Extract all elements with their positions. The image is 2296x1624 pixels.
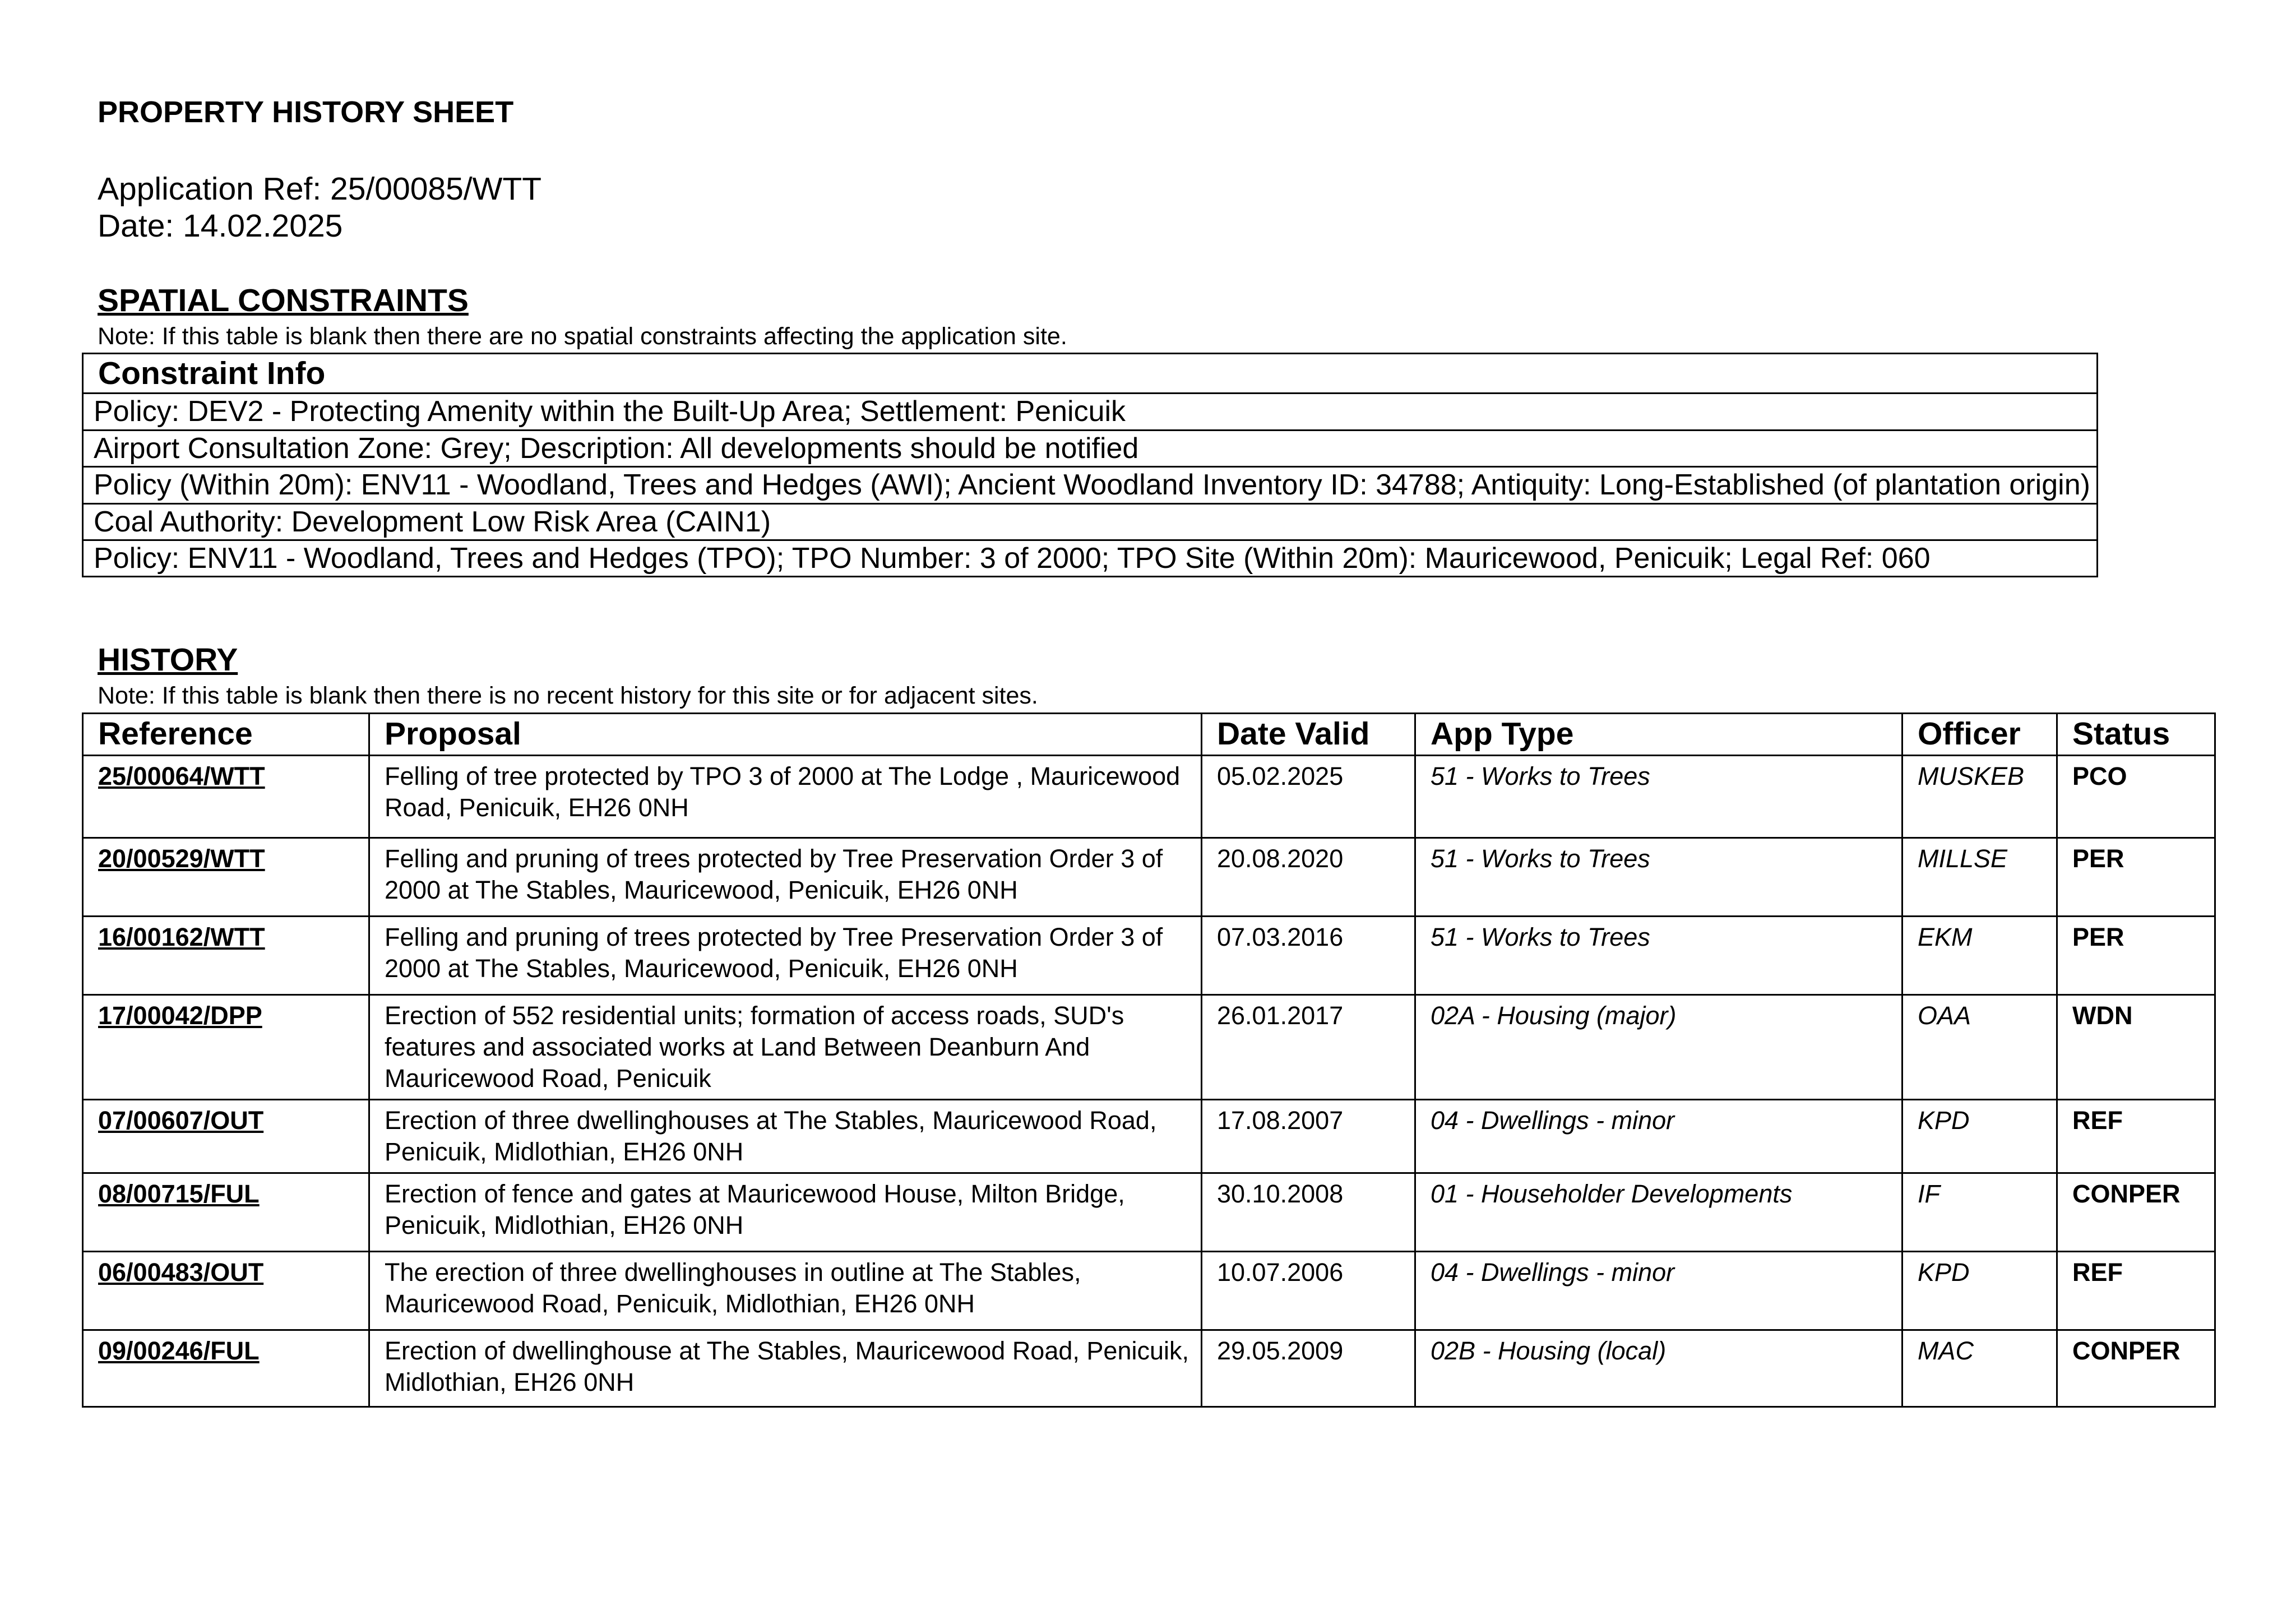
column-header-officer: Officer [1902, 714, 2057, 756]
history-table [82, 712, 2216, 1408]
app-type-cell: 51 - Works to Trees [1415, 917, 1902, 995]
spatial-constraints-heading: SPATIAL CONSTRAINTS [98, 283, 469, 318]
app-type-cell: 02B - Housing (local) [1415, 1330, 1902, 1407]
history-header-row [83, 714, 2215, 756]
proposal-cell: Erection of dwellinghouse at The Stables, Mauricewood Road, Penicuik, Midlothian, EH26 0NH [369, 1330, 1202, 1407]
reference-link[interactable]: 07/00607/OUT [83, 1100, 369, 1173]
column-header-date-valid: Date Valid [1202, 714, 1415, 756]
status-cell: REF [2057, 1252, 2215, 1330]
reference-link[interactable]: 16/00162/WTT [83, 917, 369, 995]
constraint-cell: Coal Authority: Development Low Risk Area (CAIN1) [83, 503, 2098, 540]
table-row [83, 1330, 2215, 1407]
proposal-cell: Erection of fence and gates at Mauricewood House, Milton Bridge, Penicuik, Midlothian, EH26 0NH [369, 1173, 1202, 1252]
officer-cell: KPD [1902, 1252, 2057, 1330]
constraint-cell: Policy (Within 20m): ENV11 - Woodland, Trees and Hedges (AWI); Ancient Woodland Inventory ID: 34788; Antiquity: Long-Established (of plantation origin) [83, 467, 2098, 503]
date-valid-cell: 29.05.2009 [1202, 1330, 1415, 1407]
constraint-row [83, 467, 2098, 503]
reference-link[interactable]: 20/00529/WTT [83, 838, 369, 917]
reference-link[interactable]: 25/00064/WTT [83, 756, 369, 838]
column-header-reference: Reference [83, 714, 369, 756]
status-cell: PCO [2057, 756, 2215, 838]
constraints-header-row [83, 354, 2098, 394]
status-cell: REF [2057, 1100, 2215, 1173]
constraint-row [83, 503, 2098, 540]
officer-cell: MUSKEB [1902, 756, 2057, 838]
officer-cell: MILLSE [1902, 838, 2057, 917]
constraint-row [83, 430, 2098, 466]
officer-cell: MAC [1902, 1330, 2057, 1407]
status-cell: WDN [2057, 995, 2215, 1100]
status-cell: CONPER [2057, 1330, 2215, 1407]
constraints-table [82, 353, 2098, 577]
status-cell: PER [2057, 917, 2215, 995]
app-type-cell: 51 - Works to Trees [1415, 838, 1902, 917]
date-valid-cell: 17.08.2007 [1202, 1100, 1415, 1173]
officer-cell: IF [1902, 1173, 2057, 1252]
app-type-cell: 02A - Housing (major) [1415, 995, 1902, 1100]
date-valid-cell: 20.08.2020 [1202, 838, 1415, 917]
proposal-cell: Felling and pruning of trees protected by Tree Preservation Order 3 of 2000 at The Stables, Mauricewood, Penicuik, EH26 0NH [369, 838, 1202, 917]
constraint-cell: Airport Consultation Zone: Grey; Description: All developments should be notified [83, 430, 2098, 466]
table-row [83, 1100, 2215, 1173]
application-ref: Application Ref: 25/00085/WTT [98, 171, 542, 207]
history-heading: HISTORY [98, 642, 238, 678]
proposal-cell: Erection of 552 residential units; formation of access roads, SUD's features and associated works at Land Between Deanburn And Mauricewood Road, Penicuik [369, 995, 1202, 1100]
reference-link[interactable]: 08/00715/FUL [83, 1173, 369, 1252]
proposal-cell: Felling and pruning of trees protected by Tree Preservation Order 3 of 2000 at The Stables, Mauricewood, Penicuik, EH26 0NH [369, 917, 1202, 995]
constraint-row [83, 540, 2098, 576]
officer-cell: KPD [1902, 1100, 2057, 1173]
status-cell: PER [2057, 838, 2215, 917]
date-valid-cell: 05.02.2025 [1202, 756, 1415, 838]
column-header-status: Status [2057, 714, 2215, 756]
proposal-cell: Felling of tree protected by TPO 3 of 2000 at The Lodge , Mauricewood Road, Penicuik, EH26 0NH [369, 756, 1202, 838]
constraint-row [83, 394, 2098, 430]
date-valid-cell: 30.10.2008 [1202, 1173, 1415, 1252]
table-row [83, 917, 2215, 995]
table-row [83, 838, 2215, 917]
proposal-cell: Erection of three dwellinghouses at The Stables, Mauricewood Road, Penicuik, Midlothian, EH26 0NH [369, 1100, 1202, 1173]
column-header-app-type: App Type [1415, 714, 1902, 756]
table-row [83, 756, 2215, 838]
status-cell: CONPER [2057, 1173, 2215, 1252]
date-valid-cell: 26.01.2017 [1202, 995, 1415, 1100]
constraint-info-header: Constraint Info [83, 354, 2098, 394]
officer-cell: EKM [1902, 917, 2057, 995]
app-type-cell: 51 - Works to Trees [1415, 756, 1902, 838]
table-row [83, 995, 2215, 1100]
sheet-date: Date: 14.02.2025 [98, 208, 343, 244]
proposal-cell: The erection of three dwellinghouses in outline at The Stables, Mauricewood Road, Penicuik, Midlothian, EH26 0NH [369, 1252, 1202, 1330]
constraint-cell: Policy: ENV11 - Woodland, Trees and Hedges (TPO); TPO Number: 3 of 2000; TPO Site (Within 20m): Mauricewood, Penicuik; Legal Ref: 060 [83, 540, 2098, 576]
officer-cell: OAA [1902, 995, 2057, 1100]
column-header-proposal: Proposal [369, 714, 1202, 756]
page-title: PROPERTY HISTORY SHEET [98, 95, 514, 129]
app-type-cell: 04 - Dwellings - minor [1415, 1252, 1902, 1330]
table-row [83, 1252, 2215, 1330]
constraint-cell: Policy: DEV2 - Protecting Amenity within the Built-Up Area; Settlement: Penicuik [83, 394, 2098, 430]
date-valid-cell: 07.03.2016 [1202, 917, 1415, 995]
date-valid-cell: 10.07.2006 [1202, 1252, 1415, 1330]
table-row [83, 1173, 2215, 1252]
app-type-cell: 04 - Dwellings - minor [1415, 1100, 1902, 1173]
spatial-constraints-note: Note: If this table is blank then there are no spatial constraints affecting the application site. [98, 323, 1067, 350]
app-type-cell: 01 - Householder Developments [1415, 1173, 1902, 1252]
reference-link[interactable]: 06/00483/OUT [83, 1252, 369, 1330]
reference-link[interactable]: 09/00246/FUL [83, 1330, 369, 1407]
reference-link[interactable]: 17/00042/DPP [83, 995, 369, 1100]
history-note: Note: If this table is blank then there is no recent history for this site or for adjacent sites. [98, 682, 1038, 709]
